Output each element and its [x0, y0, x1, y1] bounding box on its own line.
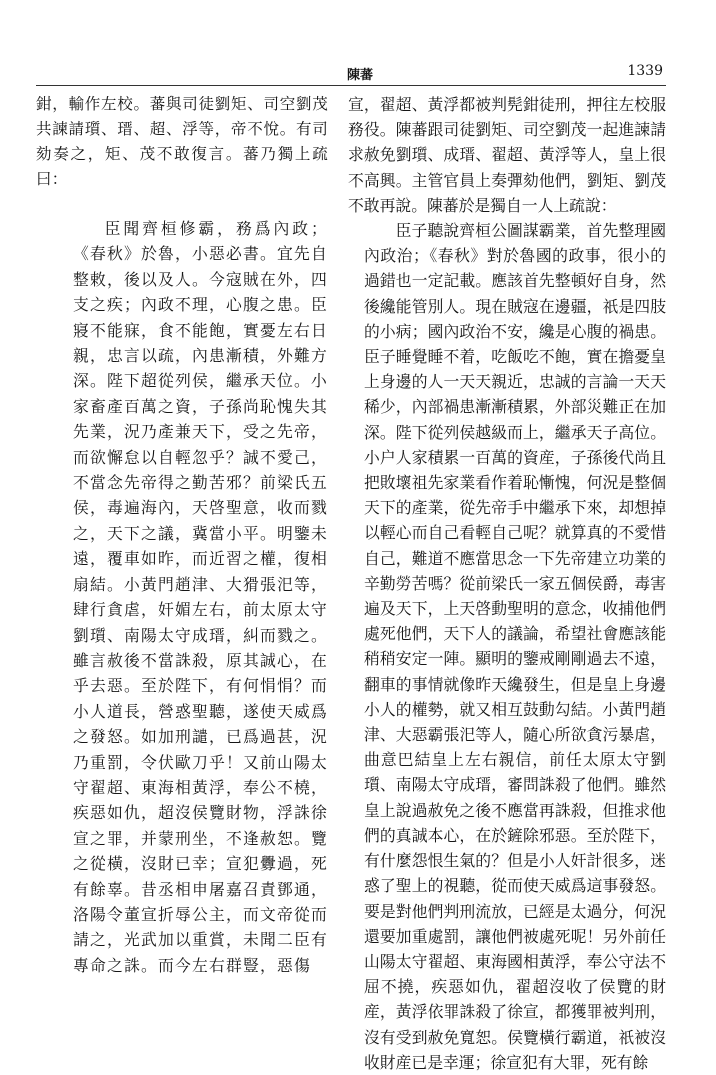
running-head-title: 陳蕃	[346, 68, 373, 83]
translation-intro: 宣，翟超、黃浮都被判髡鉗徒刑，押往左校服務役。陳蕃跟司徒劉矩、司空劉茂一起進諫請求赦免劉瓆、成瑨、翟超、黃浮等人，皇上很不高興。主管官員上奏彈劾他們，劉矩、劉茂不敢再說。陳蕃於是獨自一人上疏說：	[348, 95, 666, 215]
translation-column	[348, 92, 666, 1075]
header-divider	[36, 85, 666, 86]
translation-memorial: 臣子聽說齊桓公圖謀霸業，首先整理國內政治；《春秋》對於魯國的政事，很小的過錯也一定記載。應該首先整頓好自身，然後纔能管別人。現在賊寇在邊疆，祇是四肢的小病；國內政治不安，纔是心腹的禍患。臣子睡覺睡不着，吃飯吃不飽，實在擔憂皇上身邊的人一天天親近，忠誠的言論一天天稀少，內部禍患漸漸積累，外部災難正在加深。陛下從列侯越級而上，繼承天子高位。小户人家積累一百萬的資産，子孫後代尚且把敗壞祖先家業看作着恥慚愧，何況是整個天下的產業，從先帝手中繼承下來，却想掉以輕心而自己看輕自己呢？就算真的不愛惜自己，難道不應當思念一下先帝建立功業的辛勤勞苦嗎？從前梁氏一家五個侯爵，毒害遍及天下，上天啓動聖明的意念，收捕他們處死他們，天下人的議論，希望社會應該能稍稍安定一陣。顯明的鑒戒剛剛過去不遠，翻車的事情就像昨天纔發生，但是皇上身邊小人的權勢，就又相互鼓動勾結。小黃門趙津、大惡霸張汜等人，隨心所欲貪污暴虐，曲意巴結皇上左右親信，前任太原太守劉瓆、南陽太守成瑨，審問誅殺了他們。雖然皇上說過赦免之後不應當再誅殺，但推求他們的真誠本心，在於鏟除邪惡。至於陛下，有什麼怨恨生氣的？但是小人奸計很多，迷惑了聖上的視聽，從而使天威爲這事發怒。要是對他們判刑流放，已經是太過分，何況還要加重處罰，讓他們被處死呢！另外前任山陽太守翟超、東海國相黃浮，奉公守法不屈不撓，疾惡如仇，翟超沒收了侯覽的財産，黃浮依罪誅殺了徐宣，都獲罪被判刑，沒有受到赦免寬恕。侯覽橫行霸道，祇被沒收財産已是幸運；徐宣犯有大罪，死有餘	[364, 221, 666, 1072]
original-text-memorial: 臣聞齊桓修霸，務爲內政；《春秋》於魯，小惡必書。宜先自整敕，後以及人。今寇賊在外，四支之疾；內政不理，心腹之患。臣寢不能寐，食不能飽，實憂左右日親，忠言以疏，內患漸積，外難方深。陛下超從列侯，繼承天位。小家畜產百萬之資，子孫尚恥愧失其先業，況乃產兼天下，受之先帝，而欲懈怠以自輕忽乎？誠不愛己，不當念先帝得之勤苦邪？前梁氏五侯，毒遍海內，天啓聖意，收而戮之，天下之議，冀當小平。明鑒未遠，覆車如昨，而近習之權，復相扇結。小黃門趙津、大猾張汜等，肆行貪虐，奸媚左右，前太原太守劉瓆、南陽太守成瑨，糾而戮之。雖言赦後不當誅殺，原其誠心，在乎去惡。至於陛下，有何悁悁？而小人道長，營惑聖聽，遂使天威爲之發怒。如加刑譴，已爲過甚，況乃重罰，令伏歐刀乎！又前山陽太守翟超、東海相黃浮，奉公不橈，疾惡如仇，超沒侯覽財物，浮誅徐宣之罪，并蒙刑坐，不逢赦恕。覽之從橫，沒財已幸；宣犯釁過，死有餘辜。昔丞相申屠嘉召責鄧通，洛陽令董宣折辱公主，而文帝從而請之，光武加以重賞，未聞二臣有專命之誅。而今左右群豎，惡傷	[73, 219, 328, 975]
original-text-column	[36, 92, 328, 978]
page-number: 1339	[627, 63, 663, 79]
original-text-intro: 鉗，輸作左校。蕃與司徒劉矩、司空劉茂共諫請瓆、瑨、超、浮等，帝不悅。有司劾奏之，矩、茂不敢復言。蕃乃獨上疏曰：	[36, 95, 328, 188]
